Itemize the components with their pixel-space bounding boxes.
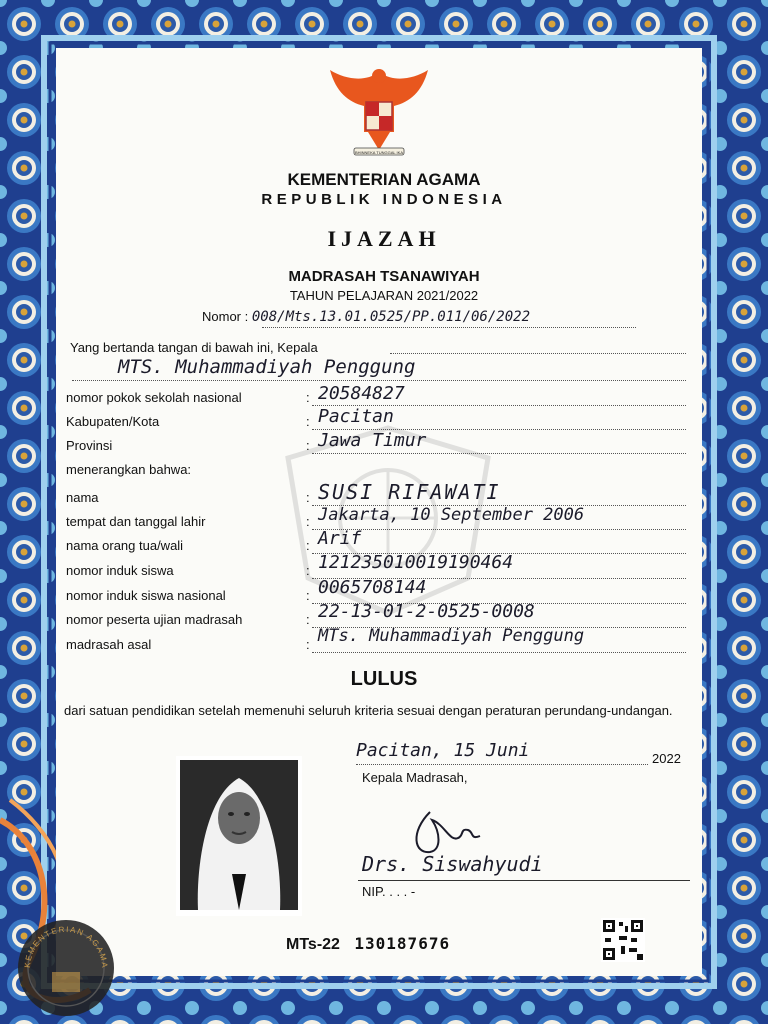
student-name-colon: : (306, 490, 310, 505)
exam-number-label: nomor peserta ujian madrasah (66, 612, 243, 627)
birth-value: Jakarta, 10 September 2006 (318, 505, 585, 525)
serial-block (286, 934, 450, 954)
origin-school-dotted-line (312, 652, 686, 653)
regency-label: Kabupaten/Kota (66, 414, 160, 429)
signing-place-date: Pacitan, 15 Juni (356, 740, 530, 761)
official-stamp (8, 914, 120, 1018)
number-value: 008/Mts.13.01.0525/PP.011/06/2022 (251, 309, 531, 325)
declares-label: menerangkan bahwa: (66, 462, 192, 477)
declares-text: menerangkan bahwa (66, 462, 188, 477)
birth-label: tempat dan tanggal lahir (66, 514, 206, 529)
signing-year: 2022 (652, 751, 681, 766)
exam-number-colon: : (306, 612, 310, 627)
province-value: Jawa Timur (318, 430, 427, 451)
head-nip: NIP. . . . - (362, 884, 416, 899)
country-heading: REPUBLIK INDONESIA (261, 191, 507, 208)
document-title: IJAZAH (327, 226, 441, 251)
garuda-emblem (326, 62, 432, 158)
head-name: Drs. Siswahyudi (362, 852, 543, 876)
school-level: MADRASAH TSANAWIYAH (288, 268, 480, 285)
emblem-motto: BHINNEKA TUNGGAL IKA (354, 150, 404, 155)
province-label: Provinsi (66, 438, 113, 453)
qr-code (601, 918, 645, 962)
head-role: Kepala Madrasah, (362, 770, 468, 785)
parent-label: nama orang tua/wali (66, 538, 184, 553)
number-dotted-line (262, 327, 636, 328)
academic-year: TAHUN PELAJARAN 2021/2022 (289, 288, 479, 303)
student-name-label: nama (66, 490, 99, 505)
intro-line: Yang bertanda tangan di bawah ini, Kepala (70, 340, 318, 355)
npsn-value: 20584827 (318, 383, 405, 404)
origin-school-label: madrasah asal (66, 637, 152, 652)
number-label: Nomor : (202, 309, 249, 324)
series-code: MTs-22 (286, 936, 340, 953)
result-lulus: LULUS (350, 668, 418, 690)
stamp-text: KEMENTERIAN AGAMA (22, 924, 110, 970)
nis-colon: : (306, 563, 310, 578)
npsn-colon: : (306, 390, 310, 405)
birth-dotted-line (312, 529, 686, 530)
nisn-value: 0065708144 (318, 577, 427, 598)
nis-label: nomor induk siswa (66, 563, 174, 578)
head-school-name: MTS. Muhammadiyah Penggung (118, 356, 416, 378)
intro-dotted-line (390, 353, 686, 354)
result-description: dari satuan pendidikan setelah memenuhi seluruh kriteria sesuai dengan peraturan perundang-undangan. (64, 703, 673, 718)
npsn-label: nomor pokok sekolah nasional (66, 390, 242, 405)
ministry-heading: KEMENTERIAN AGAMA (287, 170, 481, 189)
exam-number-value: 22-13-01-2-0525-0008 (318, 601, 535, 622)
head-name-underline (358, 880, 690, 881)
nisn-colon: : (306, 588, 310, 603)
birth-colon: : (306, 514, 310, 529)
origin-school-colon: : (306, 637, 310, 652)
certificate-number (202, 309, 530, 325)
province-colon: : (306, 438, 310, 453)
parent-colon: : (306, 538, 310, 553)
province-dotted-line (312, 453, 686, 454)
regency-colon: : (306, 414, 310, 429)
parent-value: Arif (318, 528, 362, 549)
student-photo (176, 756, 302, 916)
school-dotted-line (72, 380, 686, 381)
serial-number: 130187676 (354, 934, 451, 953)
nisn-label: nomor induk siswa nasional (66, 588, 226, 603)
student-name-value: SUSI RIFAWATI (318, 480, 501, 504)
regency-value: Pacitan (318, 406, 394, 427)
place-date-dotted-line (356, 764, 648, 765)
nis-value: 121235010019190464 (318, 552, 514, 573)
origin-school-value: MTs. Muhammadiyah Penggung (318, 626, 585, 646)
